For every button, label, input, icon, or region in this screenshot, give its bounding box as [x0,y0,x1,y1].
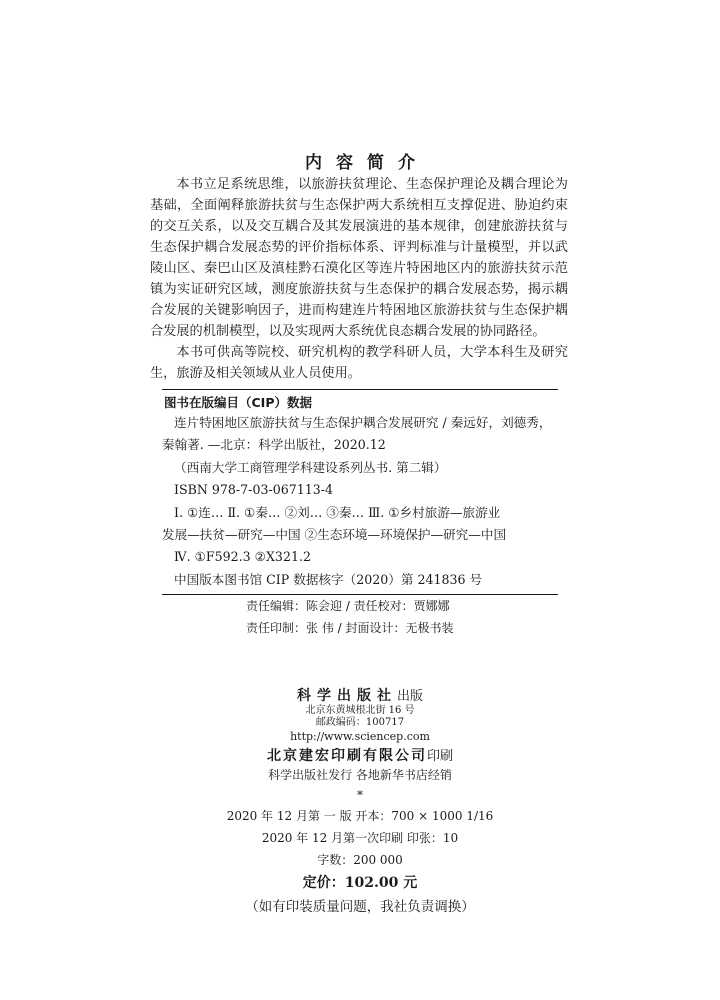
edition-line: 2020 年 12 月第 一 版 开本：700 × 1000 1/16 [226,809,494,823]
printer-line [0,745,720,765]
cip-record-number: 中国版本图书馆 CIP 数据核字（2020）第 241836 号 [174,571,483,587]
cip-title-line: 秦翰著. —北京：科学出版社，2020.12 [162,437,386,453]
intro-title: 内容简介 [305,153,429,173]
separator: * [357,788,363,802]
cip-isbn: ISBN 978-7-03-067113-4 [174,482,334,498]
word-count: 字数：200 000 [317,853,403,867]
distribution-line: 科学出版社发行 各地新华书店经销 [268,768,452,782]
publisher-line [0,685,720,705]
cip-block [162,389,558,639]
cip-classification-code: Ⅳ. ①F592.3 ②X321.2 [174,549,311,565]
publisher-postcode: 邮政编码：100717 [315,717,405,728]
cip-classification: Ⅰ. ①连… Ⅱ. ①秦… ②刘… ③秦… Ⅲ. ①乡村旅游—旅游业 [174,504,501,520]
credits [162,595,558,639]
cip-classification: 发展—扶贫—研究—中国 ②生态环境—环境保护—研究—中国 [162,527,507,543]
intro-paragraph: 本书可供高等院校、研究机构的教学科研人员，大学本科生及研究生，旅游及相关领域从业人员使用。 [150,345,568,381]
printing-line: 2020 年 12 月第一次印刷 印张：10 [261,831,459,845]
quality-note: （如有印装质量问题，我社负责调换） [245,899,475,915]
cip-top-rule [162,389,558,390]
cip-title-line: 连片特困地区旅游扶贫与生态保护耦合发展研究 / 秦远好，刘德秀， [174,415,552,430]
publisher-suffix: 出版 [396,689,423,704]
intro-section [150,174,568,384]
publisher-address: 北京东黄城根北街 16 号 [305,705,415,716]
intro-paragraph: 本书立足系统思维，以旅游扶贫理论、生态保护理论及耦合理论为基础，全面阐释旅游扶贫与生态保护两大系统相互支撑促进、胁迫约束的交互关系，以及交互耦合及其发展演进的基本规律，创建旅游扶贫与生态保护耦合发展态势的评价指标体系、评判标准与计量模型，并以武陵山区、秦巴山区及滇桂黔石漠化区等连片特困地区内的旅游扶贫示范镇为实证研究区域，测度旅游扶贫与生态保护的耦合发展态势，揭示耦合发展的关键影响因子，进而构建连片特困地区旅游扶贫与生态保护耦合发展的机制模型，以及实现两大系统优良态耦合发展的协同路径。 [150,177,568,339]
cip-series: （西南大学工商管理学科建设系列丛书. 第二辑） [174,459,447,475]
publisher-url: http://www.sciencep.com [290,730,430,743]
printer-suffix: 印刷 [426,749,453,764]
credits-editor: 责任编辑：陈会迎 / 责任校对：贾娜娜 [246,599,450,614]
price: 定价：102.00 元 [302,875,418,891]
publisher-name: 科学出版社 [296,688,397,704]
credits-printing: 责任印制：张 伟 / 封面设计：无极书装 [246,621,454,636]
cip-heading: 图书在版编目（CIP）数据 [164,395,312,410]
printer-name: 北京建宏印刷有限公司 [266,748,427,764]
imprint-section [0,685,720,919]
